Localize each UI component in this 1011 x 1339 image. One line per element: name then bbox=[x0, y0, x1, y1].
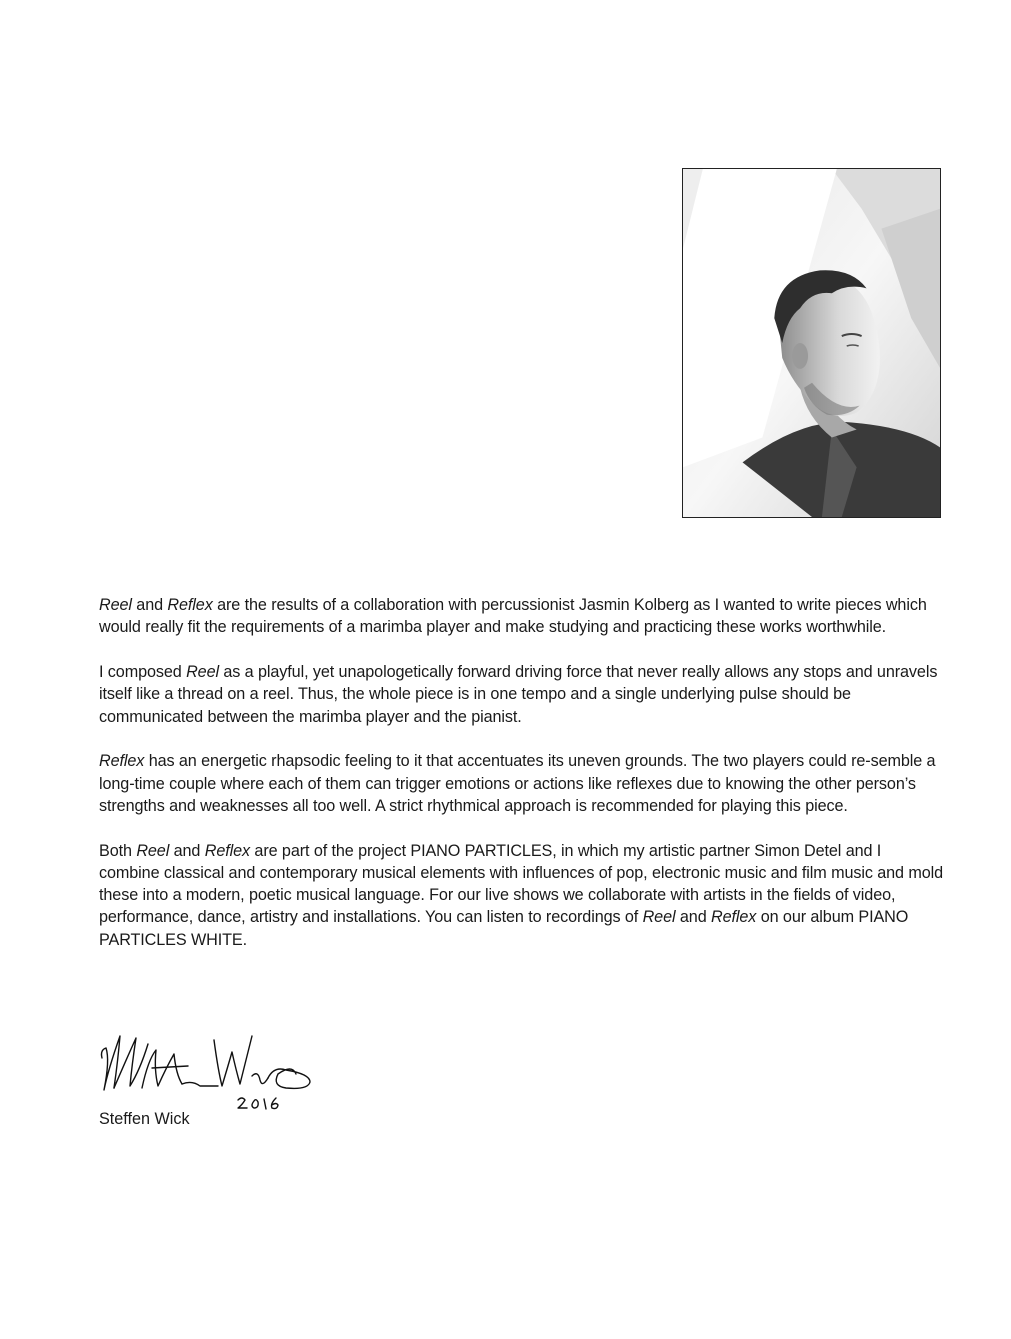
text-segment: I composed bbox=[99, 662, 187, 681]
title-reel: Reel bbox=[186, 662, 219, 681]
title-reflex: Reflex bbox=[99, 752, 145, 771]
title-reflex: Reflex bbox=[711, 908, 757, 927]
handwritten-signature bbox=[96, 1030, 318, 1116]
text-segment: Both bbox=[99, 841, 137, 860]
text-segment: and bbox=[131, 596, 168, 614]
text-segment: are part of the project PIANO PARTICLES, in which my artistic partner Simon Detel and I combine classical and contemporary musical elements with influences of pop, electronic music and film music and mold these into a modern, poetic musical language. For our live shows we collaborate with artists in the fields of video, performance, dance, artistry and installations. You can listen to recordings of bbox=[99, 841, 944, 927]
title-reflex: Reflex bbox=[204, 841, 251, 860]
title-reflex: Reflex bbox=[167, 596, 213, 614]
text-segment: and bbox=[169, 841, 205, 860]
text-segment: as a playful, yet unapologetically forward driving force that never really allows any stops and unravels itself like a thread on a reel. Thus, the whole piece is in one tempo and a single underlying pulse should be communicated between the marimba player and the pianist. bbox=[99, 662, 938, 726]
paragraph-2 bbox=[99, 661, 944, 728]
portrait-photo bbox=[682, 168, 941, 518]
text-segment: are the results of a collaboration with percussionist Jasmin Kolberg as I wanted to write pieces which would really fit the requirements of a marimba player and make studying and practicing these works worthwhile. bbox=[99, 596, 927, 637]
title-reel: Reel bbox=[99, 596, 132, 614]
text-segment: has an energetic rhapsodic feeling to it that accentuates its uneven grounds. The two players could re-semble a long-time couple where each of them can trigger emotions or actions like reflexes due to knowing the other person’s strengths and weaknesses all too well. A strict rhythmical approach is recommended for playing this piece. bbox=[99, 752, 936, 815]
text-segment: and bbox=[675, 908, 712, 927]
portrait-photo-icon bbox=[683, 169, 940, 517]
text-segment: on our album PIANO PARTICLES WHITE. bbox=[99, 908, 909, 949]
title-reel: Reel bbox=[642, 908, 676, 927]
paragraph-3 bbox=[99, 750, 944, 817]
title-reel: Reel bbox=[136, 841, 170, 860]
paragraph-4 bbox=[99, 840, 944, 951]
signature-name: Steffen Wick bbox=[99, 1110, 190, 1128]
signature-icon bbox=[96, 1030, 318, 1116]
foreword-text bbox=[99, 594, 944, 973]
paragraph-1 bbox=[99, 594, 944, 639]
